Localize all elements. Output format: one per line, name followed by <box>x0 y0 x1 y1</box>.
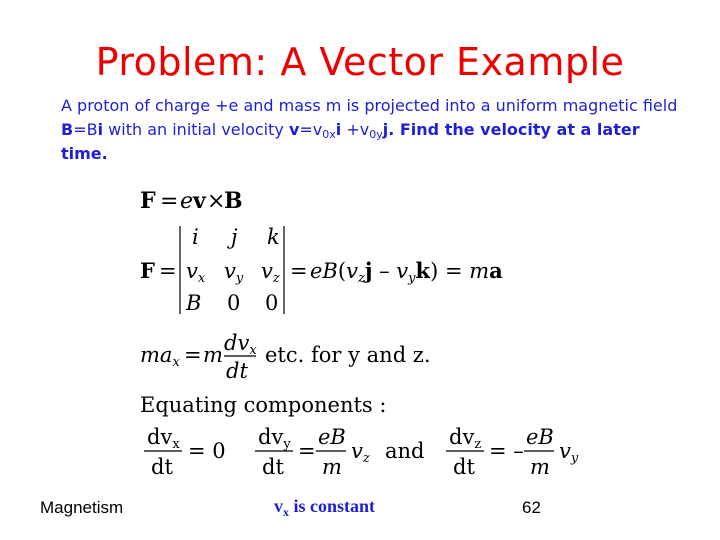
svg-text:vx: vx <box>186 259 206 286</box>
svg-text:k: k <box>267 225 280 249</box>
problem-sub-0y: 0y <box>369 128 383 141</box>
svg-text:dvz: dvz <box>449 425 482 452</box>
footer-conclusion-v: v <box>274 496 283 516</box>
equating-components-text: Equating components : <box>140 393 387 417</box>
svg-text:i: i <box>192 225 199 249</box>
problem-text-2: =B <box>73 120 98 139</box>
svg-text:×: × <box>207 189 226 214</box>
svg-text:v: v <box>193 188 206 214</box>
svg-text:m: m <box>203 343 223 367</box>
svg-text:max: max <box>140 343 180 370</box>
problem-text-3: with an initial velocity <box>103 120 289 139</box>
footer-conclusion-text: is constant <box>289 496 376 516</box>
problem-bold-i: i <box>97 120 104 139</box>
svg-text:= 0: = 0 <box>188 439 226 463</box>
svg-text:eB: eB <box>526 425 554 449</box>
problem-text-1: A proton of charge +e and mass m is projected into a uniform magnetic field <box>61 96 678 115</box>
equation-determinant <box>140 224 503 316</box>
svg-text:= –: = – <box>489 439 524 463</box>
problem-text-5: +v <box>341 120 370 139</box>
footer-conclusion-sub: x <box>283 505 289 519</box>
svg-text:F: F <box>140 258 155 283</box>
problem-bold-v: v <box>288 120 300 139</box>
problem-find: . Find the velocity at a later time. <box>61 120 640 163</box>
equating-components-label <box>140 392 387 420</box>
svg-text:dt: dt <box>262 455 284 479</box>
svg-text:vz: vz <box>261 259 280 286</box>
problem-text-4: =v <box>299 120 323 139</box>
svg-text:dvx: dvx <box>224 331 257 358</box>
svg-text:e: e <box>180 189 194 214</box>
equation-lorentz-force <box>140 186 250 218</box>
equation-components <box>142 424 582 482</box>
svg-text:j: j <box>231 225 238 249</box>
svg-text:0: 0 <box>265 291 279 315</box>
svg-text:vy: vy <box>559 439 579 466</box>
svg-text:=: = <box>298 439 316 463</box>
page-number: 62 <box>522 498 541 517</box>
svg-text:dvy: dvy <box>258 425 291 452</box>
problem-statement <box>61 94 681 166</box>
equation-newton-component <box>140 330 431 386</box>
svg-text:B: B <box>224 188 243 214</box>
svg-text:dt: dt <box>453 455 475 479</box>
svg-text:vy: vy <box>224 259 244 286</box>
and-word: and <box>385 439 425 463</box>
svg-text:dt: dt <box>226 359 248 383</box>
footer-conclusion <box>274 496 375 517</box>
svg-text:eB: eB <box>318 425 346 449</box>
svg-text:dt: dt <box>151 455 173 479</box>
svg-text:=: = <box>290 259 308 283</box>
problem-sub-0x: 0x <box>322 128 336 141</box>
problem-bold-i2: i <box>335 120 342 139</box>
svg-text:vz: vz <box>351 439 370 466</box>
svg-text:m: m <box>530 455 550 479</box>
problem-bold-B: B <box>61 120 74 139</box>
svg-text:eB(vzj – vyk) = ma: eB(vzj – vyk) = ma <box>310 258 503 286</box>
problem-bold-j: j <box>382 120 389 139</box>
footer-topic: Magnetism <box>40 498 124 517</box>
svg-text:m: m <box>322 455 342 479</box>
svg-text:dvx: dvx <box>147 425 180 452</box>
svg-text:F: F <box>140 188 156 214</box>
svg-text:0: 0 <box>227 291 241 315</box>
slide-title: Problem: A Vector Example <box>95 40 625 84</box>
svg-text:=: = <box>159 259 177 283</box>
equation-note: etc. for y and z. <box>265 343 431 367</box>
svg-text:B: B <box>186 291 202 315</box>
svg-text:=: = <box>184 343 202 367</box>
svg-text:=: = <box>160 189 179 214</box>
